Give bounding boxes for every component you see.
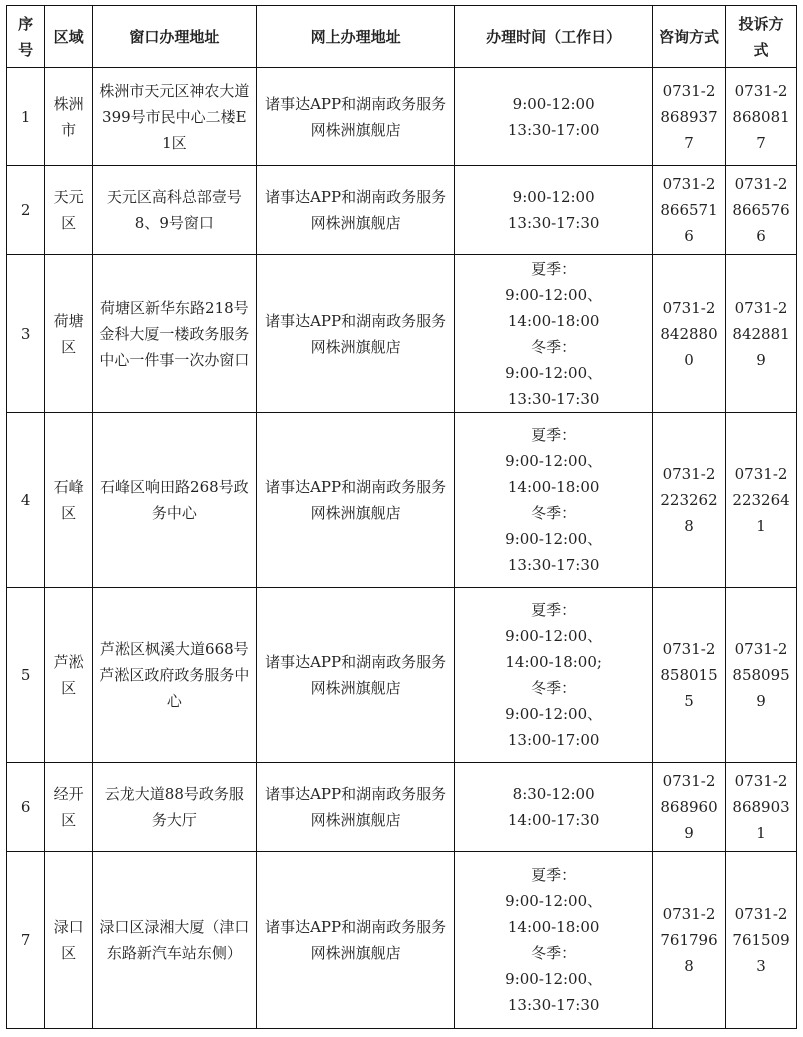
cell-window-address: 芦淞区枫溪大道668号芦淞区政府政务服务中心 [92,588,256,763]
hours-line: 9:00-12:00、 [505,530,603,548]
hours-line: 9:00-12:00 [512,94,595,113]
cell-no: 5 [7,588,45,763]
table-row [7,852,797,1029]
cell-complaint-phone: 0731-28580959 [726,588,797,763]
hours-line: 14:00-18:00 [507,918,600,936]
cell-complaint-phone: 0731-28428819 [726,255,797,413]
hours-line: 9:00-12:00、 [505,363,603,382]
hours-line: 14:00-18:00; [505,653,602,671]
header-window-address: 窗口办理地址 [92,6,256,68]
cell-hours [455,68,653,166]
header-complaint: 投诉方式 [726,6,797,68]
cell-window-address: 株洲市天元区神农大道399号市民中心二楼E1区 [92,68,256,166]
cell-complaint-phone: 0731-28680817 [726,68,797,166]
hours-line: 13:30-17:30 [507,996,600,1014]
table-row [7,255,797,413]
hours-line: 冬季： [531,679,577,697]
table-row [7,763,797,852]
hours-line: 9:00-12:00、 [505,627,603,645]
cell-no: 7 [7,852,45,1029]
cell-hours [455,255,653,413]
cell-window-address: 天元区高科总部壹号8、9号窗口 [92,166,256,255]
table-row [7,413,797,588]
hours-line: 13:30-17:30 [507,214,600,232]
hours-line: 冬季： [531,944,577,962]
cell-hours [455,763,653,852]
cell-complaint-phone: 0731-27615093 [726,852,797,1029]
cell-no: 2 [7,166,45,255]
cell-no: 1 [7,68,45,166]
hours-line: 夏季： [531,866,577,884]
header-consult: 咨询方式 [652,6,725,68]
cell-area: 荷塘区 [45,255,93,413]
hours-line: 9:00-12:00、 [505,892,603,910]
header-hours: 办理时间（工作日） [455,6,653,68]
hours-line: 13:30-17:30 [507,556,600,574]
hours-line: 14:00-18:00 [507,478,600,496]
hours-line: 14:00-18:00 [507,311,600,330]
cell-no: 6 [7,763,45,852]
cell-online-address: 诸事达APP和湖南政务服务网株洲旗舰店 [256,255,455,413]
hours-line: 8:30-12:00 [512,785,595,803]
cell-area: 天元区 [45,166,93,255]
cell-consult-phone: 0731-28665716 [652,166,725,255]
cell-no: 4 [7,413,45,588]
cell-hours [455,852,653,1029]
header-online-address: 网上办理地址 [256,6,455,68]
cell-complaint-phone: 0731-28689031 [726,763,797,852]
hours-line: 9:00-12:00、 [505,452,603,470]
table-row [7,166,797,255]
cell-window-address: 石峰区响田路268号政务中心 [92,413,256,588]
cell-no: 3 [7,255,45,413]
table-body [7,68,797,1029]
cell-hours [455,413,653,588]
hours-line: 9:00-12:00、 [505,705,603,723]
cell-online-address: 诸事达APP和湖南政务服务网株洲旗舰店 [256,413,455,588]
cell-window-address: 荷塘区新华东路218号金科大厦一楼政务服务中心一件事一次办窗口 [92,255,256,413]
cell-consult-phone: 0731-22232628 [652,413,725,588]
hours-line: 冬季： [531,337,577,356]
cell-consult-phone: 0731-28428800 [652,255,725,413]
header-area: 区域 [45,6,93,68]
hours-line: 13:30-17:00 [507,120,600,139]
cell-consult-phone: 0731-28580155 [652,588,725,763]
cell-complaint-phone: 0731-22232641 [726,413,797,588]
hours-line: 夏季： [531,426,577,444]
cell-online-address: 诸事达APP和湖南政务服务网株洲旗舰店 [256,68,455,166]
cell-consult-phone: 0731-27617968 [652,852,725,1029]
cell-window-address: 渌口区渌湘大厦（津口东路新汽车站东侧） [92,852,256,1029]
cell-online-address: 诸事达APP和湖南政务服务网株洲旗舰店 [256,166,455,255]
hours-line: 13:30-17:30 [507,389,600,408]
cell-consult-phone: 0731-28689377 [652,68,725,166]
cell-window-address: 云龙大道88号政务服务大厅 [92,763,256,852]
hours-line: 14:00-17:30 [507,811,600,829]
hours-line: 9:00-12:00 [512,188,595,206]
cell-area: 株洲市 [45,68,93,166]
header-no: 序号 [7,6,45,68]
hours-line: 冬季： [531,504,577,522]
table-row [7,588,797,763]
hours-line: 13:00-17:00 [507,731,600,749]
cell-hours [455,588,653,763]
cell-area: 渌口区 [45,852,93,1029]
cell-online-address: 诸事达APP和湖南政务服务网株洲旗舰店 [256,588,455,763]
hours-line: 夏季： [531,601,577,619]
hours-line: 夏季： [531,259,577,278]
service-locations-table [6,5,797,1029]
cell-hours [455,166,653,255]
hours-line: 9:00-12:00、 [505,970,603,988]
table-row [7,68,797,166]
cell-area: 芦淞区 [45,588,93,763]
table-header-row [7,6,797,68]
cell-area: 经开区 [45,763,93,852]
hours-line: 9:00-12:00、 [505,285,603,304]
cell-complaint-phone: 0731-28665766 [726,166,797,255]
cell-area: 石峰区 [45,413,93,588]
cell-online-address: 诸事达APP和湖南政务服务网株洲旗舰店 [256,763,455,852]
cell-consult-phone: 0731-28689609 [652,763,725,852]
cell-online-address: 诸事达APP和湖南政务服务网株洲旗舰店 [256,852,455,1029]
